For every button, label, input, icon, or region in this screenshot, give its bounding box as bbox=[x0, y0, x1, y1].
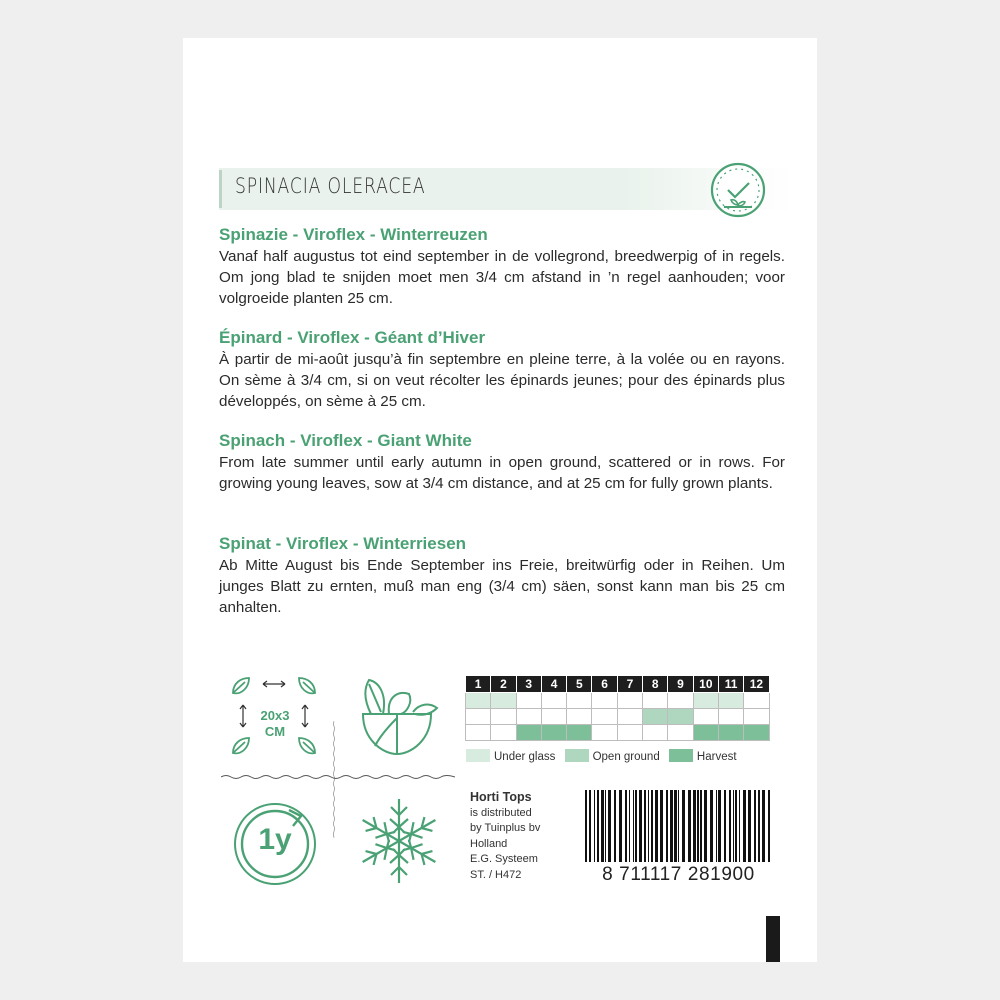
spacing-label-2: CM bbox=[264, 724, 286, 739]
barcode-bar bbox=[733, 790, 734, 862]
distributor-line: is distributed bbox=[470, 806, 532, 819]
calendar-cell bbox=[541, 693, 566, 709]
barcode-bar bbox=[629, 790, 630, 862]
calendar-cell bbox=[617, 693, 642, 709]
barcode-bar bbox=[688, 790, 691, 862]
barcode-bar bbox=[655, 790, 658, 862]
barcode-bar bbox=[666, 790, 668, 862]
calendar-cell bbox=[516, 709, 541, 725]
barcode-bar bbox=[762, 790, 765, 862]
calendar-cell bbox=[744, 709, 769, 725]
calendar-cell bbox=[491, 709, 516, 725]
legend-open-ground: Open ground bbox=[565, 749, 660, 763]
horizontal-divider bbox=[221, 773, 455, 781]
calendar-cell bbox=[617, 709, 642, 725]
print-mark bbox=[766, 916, 780, 962]
barcode-bar bbox=[589, 790, 591, 862]
calendar-cell bbox=[516, 693, 541, 709]
legend-harvest: Harvest bbox=[669, 749, 737, 763]
section-french bbox=[219, 328, 785, 412]
month-5: 5 bbox=[567, 676, 592, 693]
calendar-cell bbox=[643, 725, 668, 741]
barcode-bar bbox=[614, 790, 616, 862]
section-text: Ab Mitte August bis Ende September ins Freie, breitwürfig oder in Reihen. Um junges Blatt zu ernten, muß man eng (3/4 cm) säen, sonst kann man bis 25 cm anhalten. bbox=[219, 557, 785, 616]
calendar-cell bbox=[491, 725, 516, 741]
section-heading: Spinazie - Viroflex - Winterreuzen bbox=[219, 225, 488, 244]
calendar-cell bbox=[668, 725, 693, 741]
barcode-bar bbox=[748, 790, 751, 862]
distributor-info bbox=[470, 790, 540, 883]
barcode-bar bbox=[619, 790, 622, 862]
calendar-cell bbox=[592, 709, 617, 725]
barcode-bar bbox=[660, 790, 663, 862]
section-text: From late summer until early autumn in open ground, scattered or in rows. For growing young leaves, sow at 3/4 cm distance, and at 25 cm for fully grown plants. bbox=[219, 454, 785, 492]
month-2: 2 bbox=[491, 676, 516, 693]
barcode-bar bbox=[754, 790, 756, 862]
month-4: 4 bbox=[541, 676, 566, 693]
month-11: 11 bbox=[718, 676, 743, 693]
barcode-bar bbox=[697, 790, 699, 862]
barcode-bar bbox=[639, 790, 642, 862]
barcode-bar bbox=[716, 790, 717, 862]
barcode-bar bbox=[635, 790, 637, 862]
calendar-cell bbox=[744, 693, 769, 709]
barcode-bar bbox=[644, 790, 646, 862]
calendar-cell bbox=[693, 709, 718, 725]
barcode-bar bbox=[735, 790, 737, 862]
barcode-bar bbox=[648, 790, 649, 862]
barcode-bar bbox=[625, 790, 627, 862]
harvest-bowl-icon bbox=[353, 668, 441, 760]
clock-sprout-icon bbox=[706, 158, 770, 222]
calendar-cell bbox=[466, 725, 491, 741]
brand-name: Horti Tops bbox=[470, 790, 532, 804]
calendar-row-open-ground bbox=[466, 709, 770, 725]
barcode-number: 8 711117 281900 bbox=[602, 864, 755, 885]
barcode-bar bbox=[605, 790, 606, 862]
barcode-bar bbox=[678, 790, 679, 862]
section-text: Vanaf half augustus tot eind september in de vollegrond, breedwerpig of in regels. Om jong blad te snijden moet men 3/4 cm afstand in ’n regel aanhouden; voor volgroeide planten 25 cm. bbox=[219, 248, 785, 307]
barcode-bar bbox=[608, 790, 611, 862]
distributor-line: E.G. Systeem bbox=[470, 853, 538, 865]
calendar-legend bbox=[466, 749, 743, 763]
snowflake-icon bbox=[353, 795, 445, 887]
calendar-row-under-glass bbox=[466, 693, 770, 709]
calendar-cell bbox=[592, 725, 617, 741]
cycle-label: 1y bbox=[258, 823, 292, 856]
barcode bbox=[583, 790, 774, 864]
calendar-cell bbox=[567, 693, 592, 709]
calendar-row-harvest bbox=[466, 725, 770, 741]
barcode-bar bbox=[718, 790, 721, 862]
distributor-line: ST. / H472 bbox=[470, 868, 522, 881]
calendar-cell bbox=[466, 709, 491, 725]
barcode-bar bbox=[601, 790, 604, 862]
barcode-bar bbox=[710, 790, 713, 862]
calendar-cell bbox=[567, 709, 592, 725]
barcode-bar bbox=[729, 790, 731, 862]
section-german bbox=[219, 534, 785, 618]
barcode-bar bbox=[724, 790, 726, 862]
calendar-cell bbox=[643, 693, 668, 709]
legend-under-glass: Under glass bbox=[466, 749, 555, 763]
barcode-bar bbox=[670, 790, 673, 862]
barcode-bar bbox=[585, 790, 587, 862]
month-8: 8 bbox=[643, 676, 668, 693]
month-7: 7 bbox=[617, 676, 642, 693]
barcode-bar bbox=[758, 790, 760, 862]
distributor-line: Holland bbox=[470, 837, 508, 850]
calendar-cell bbox=[718, 709, 743, 725]
title-band-edge bbox=[219, 170, 222, 208]
section-dutch bbox=[219, 225, 785, 309]
month-1: 1 bbox=[466, 676, 491, 693]
section-heading: Épinard - Viroflex - Géant d’Hiver bbox=[219, 328, 486, 347]
barcode-bar bbox=[739, 790, 740, 862]
calendar-cell bbox=[668, 709, 693, 725]
barcode-bar bbox=[704, 790, 707, 862]
latin-name: SPINACIA OLERACEA bbox=[235, 174, 426, 198]
calendar-cell bbox=[693, 693, 718, 709]
calendar-cell bbox=[693, 725, 718, 741]
calendar-cell bbox=[617, 725, 642, 741]
barcode-bar bbox=[651, 790, 653, 862]
calendar-cell bbox=[567, 725, 592, 741]
barcode-bar bbox=[743, 790, 746, 862]
barcode-bar bbox=[594, 790, 595, 862]
sowing-calendar bbox=[465, 675, 770, 741]
calendar-cell bbox=[744, 725, 769, 741]
barcode-bar bbox=[674, 790, 677, 862]
section-text: À partir de mi-août jusqu’à fin septembre en pleine terre, à la volée ou en rayons. On sème à 3/4 cm, si on veut récolter les épinards jeunes; pour des épinards plus développés, on sème à 25 cm. bbox=[219, 351, 785, 410]
calendar-cell bbox=[541, 709, 566, 725]
calendar-cell bbox=[643, 709, 668, 725]
calendar-cell bbox=[466, 693, 491, 709]
seed-packet-back bbox=[183, 38, 817, 962]
section-english bbox=[219, 431, 785, 494]
distributor-line: by Tuinplus bv bbox=[470, 822, 541, 834]
month-9: 9 bbox=[668, 676, 693, 693]
spacing-label-1: 20x3 bbox=[260, 708, 290, 723]
barcode-bar bbox=[700, 790, 702, 862]
calendar-cell bbox=[592, 693, 617, 709]
calendar-cell bbox=[668, 693, 693, 709]
barcode-bar bbox=[768, 790, 770, 862]
month-10: 10 bbox=[693, 676, 718, 693]
month-12: 12 bbox=[744, 676, 769, 693]
barcode-bar bbox=[693, 790, 696, 862]
calendar-cell bbox=[718, 693, 743, 709]
calendar-cell bbox=[541, 725, 566, 741]
month-3: 3 bbox=[516, 676, 541, 693]
calendar-cell bbox=[491, 693, 516, 709]
month-6: 6 bbox=[592, 676, 617, 693]
barcode-bar bbox=[633, 790, 634, 862]
calendar-cell bbox=[516, 725, 541, 741]
barcode-bar bbox=[682, 790, 685, 862]
barcode-bar bbox=[597, 790, 599, 862]
calendar-cell bbox=[718, 725, 743, 741]
section-heading: Spinach - Viroflex - Giant White bbox=[219, 431, 472, 450]
section-heading: Spinat - Viroflex - Winterriesen bbox=[219, 534, 467, 553]
